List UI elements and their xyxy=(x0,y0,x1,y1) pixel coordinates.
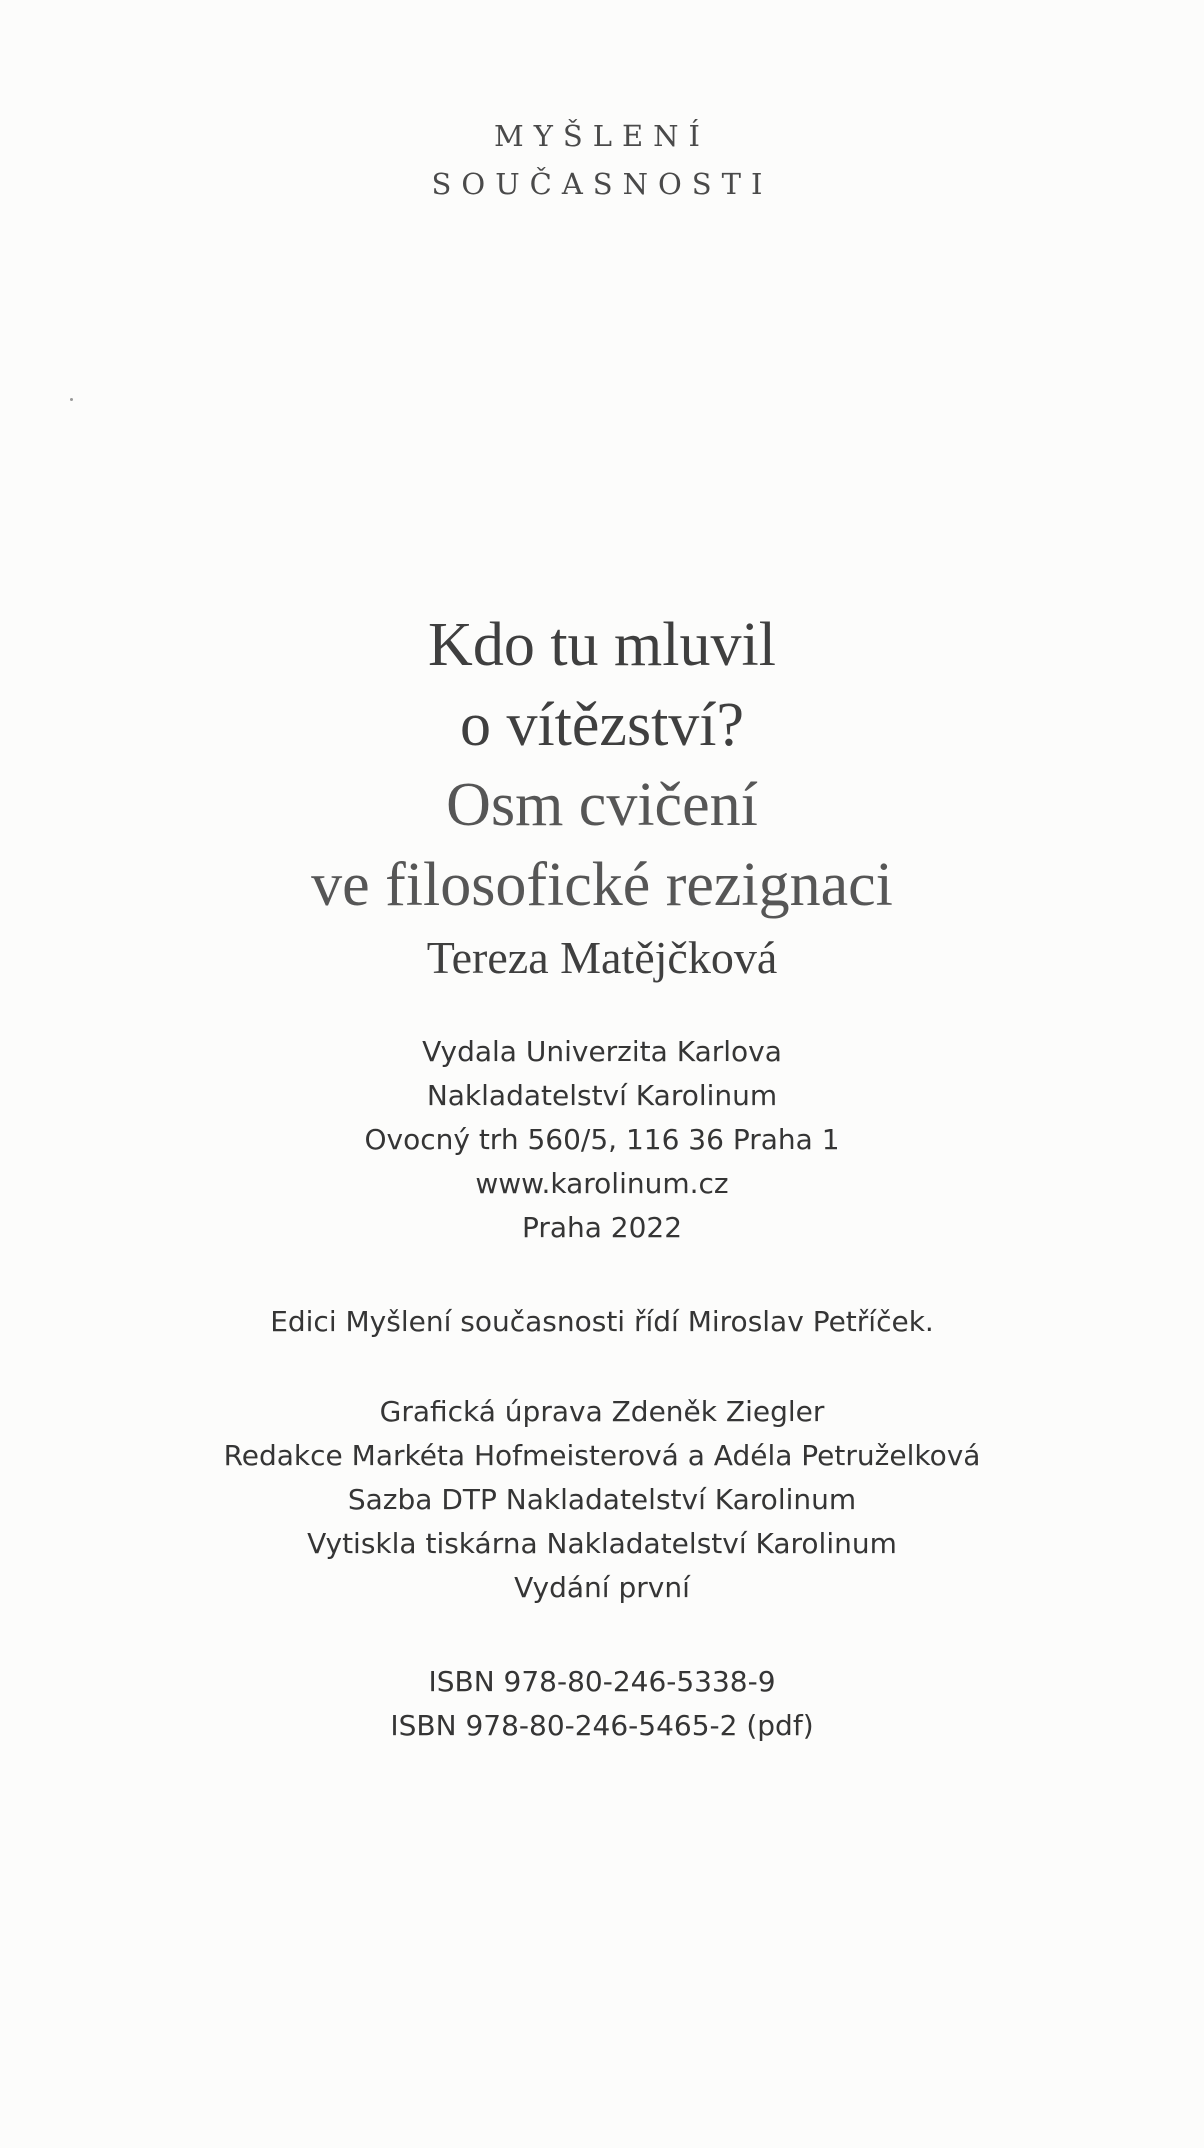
paper-speck xyxy=(70,398,73,401)
author-name: Tereza Matějčková xyxy=(426,932,778,983)
series-name xyxy=(0,112,1204,208)
publication-place-year: Praha 2022 xyxy=(521,1211,683,1244)
publisher-line-1: Vydala Univerzita Karlova xyxy=(422,1035,782,1068)
series-name-line-1: MYŠLENÍ xyxy=(494,119,710,153)
credit-design: Grafická úprava Zdeněk Ziegler xyxy=(379,1395,825,1428)
title-line-1: Kdo tu mluvil xyxy=(428,611,776,679)
credits xyxy=(0,1390,1204,1610)
isbn-pdf: ISBN 978-80-246-5465-2 (pdf) xyxy=(390,1709,814,1742)
publisher-address: Ovocný trh 560/5, 116 36 Praha 1 xyxy=(364,1123,840,1156)
series-name-line-2: SOUČASNOSTI xyxy=(431,167,773,201)
book-title xyxy=(0,605,1204,925)
title-line-2: o vítězství? xyxy=(459,691,745,759)
publisher-website: www.karolinum.cz xyxy=(475,1167,729,1200)
publisher-info xyxy=(0,1030,1204,1250)
editor-note: Edici Myšlení současnosti řídí Miroslav Petříček. xyxy=(270,1305,934,1338)
isbn-print: ISBN 978-80-246-5338-9 xyxy=(428,1665,776,1698)
credit-printing: Vytiskla tiskárna Nakladatelství Karolinum xyxy=(307,1527,897,1560)
subtitle-line-1: Osm cvičení xyxy=(446,771,758,839)
credit-typesetting: Sazba DTP Nakladatelství Karolinum xyxy=(347,1483,857,1516)
credit-editors: Redakce Markéta Hofmeisterová a Adéla Petruželková xyxy=(223,1439,981,1472)
credit-edition: Vydání první xyxy=(514,1571,690,1604)
publisher-line-2: Nakladatelství Karolinum xyxy=(426,1079,778,1112)
isbn-block xyxy=(0,1660,1204,1748)
subtitle-line-2: ve filosofické rezignaci xyxy=(311,851,893,919)
